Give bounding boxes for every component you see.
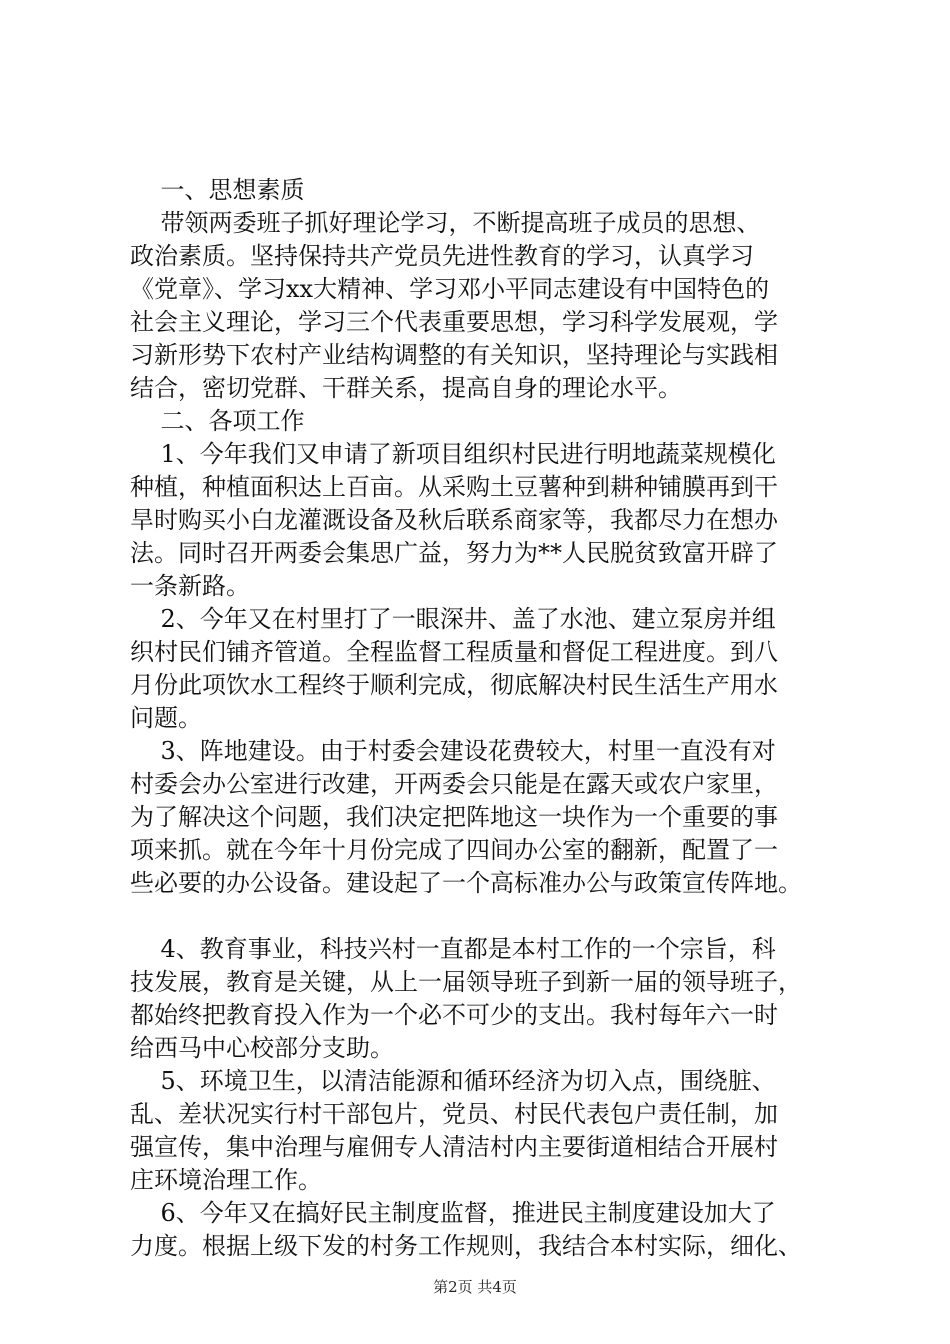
- text-line: 村委会办公室进行改建，开两委会只能是在露天或农户家里，: [130, 770, 778, 798]
- text-line: 习新形势下农村产业结构调整的有关知识，坚持理论与实践相: [130, 341, 778, 369]
- text-line: 结合，密切党群、干群关系，提高自身的理论水平。: [130, 374, 682, 402]
- text-line: 强宣传，集中治理与雇佣专人清洁村内主要街道相结合开展村: [130, 1133, 778, 1161]
- page-number-footer: 第2页 共4页: [433, 1278, 517, 1296]
- text-line: 6、今年又在搞好民主制度监督，推进民主制度建设加大了: [130, 1199, 776, 1227]
- text-line: 乱、差状况实行村干部包片，党员、村民代表包户责任制，加: [130, 1100, 778, 1128]
- text-line: 技发展，教育是关键，从上一届领导班子到新一届的领导班子，: [130, 968, 802, 996]
- text-line: 月份此项饮水工程终于顺利完成，彻底解决村民生活生产用水: [130, 671, 778, 699]
- text-line: 给西马中心校部分支助。: [130, 1034, 394, 1062]
- text-line: 种植，种植面积达上百亩。从采购土豆薯种到耕种铺膜再到干: [130, 473, 778, 501]
- text-line: 《党章》、学习xx大精神、学习邓小平同志建设有中国特色的: [130, 275, 770, 303]
- text-line: 法。同时召开两委会集思广益，努力为**人民脱贫致富开辟了: [130, 539, 778, 567]
- text-line: 为了解决这个问题，我们决定把阵地这一块作为一个重要的事: [130, 803, 778, 831]
- text-line: 织村民们铺齐管道。全程监督工程质量和督促工程进度。到八: [130, 638, 778, 666]
- document-body: [130, 174, 842, 1263]
- text-line: 4、教育事业，科技兴村一直都是本村工作的一个宗旨，科: [130, 935, 776, 963]
- text-line: 社会主义理论，学习三个代表重要思想，学习科学发展观，学: [130, 308, 778, 336]
- text-line: 2、今年又在村里打了一眼深井、盖了水池、建立泵房并组: [130, 605, 776, 633]
- text-line: 1、今年我们又申请了新项目组织村民进行明地蔬菜规模化: [130, 440, 776, 468]
- text-line: 一、思想素质: [130, 176, 305, 204]
- text-line: 二、各项工作: [130, 407, 305, 435]
- text-line: 3、阵地建设。由于村委会建设花费较大，村里一直没有对: [130, 737, 776, 765]
- text-line: 都始终把教育投入作为一个必不可少的支出。我村每年六一时: [130, 1001, 778, 1029]
- text-line: 庄环境治理工作。: [130, 1166, 322, 1194]
- text-line: 5、环境卫生，以清洁能源和循环经济为切入点，围绕脏、: [130, 1067, 776, 1095]
- text-line: 旱时购买小白龙灌溉设备及秋后联系商家等，我都尽力在想办: [130, 506, 778, 534]
- text-line: 带领两委班子抓好理论学习，不断提高班子成员的思想、: [130, 209, 761, 237]
- text-line: 政治素质。坚持保持共产党员先进性教育的学习，认真学习: [130, 242, 754, 270]
- blank-line: [130, 900, 842, 933]
- text-line: 一条新路。: [130, 572, 250, 600]
- text-line: 问题。: [130, 704, 202, 732]
- text-line: 力度。根据上级下发的村务工作规则，我结合本村实际，细化、: [130, 1232, 802, 1260]
- text-line: 项来抓。就在今年十月份完成了四间办公室的翻新，配置了一: [130, 836, 778, 864]
- text-line: 些必要的办公设备。建设起了一个高标准办公与政策宣传阵地。: [130, 869, 802, 897]
